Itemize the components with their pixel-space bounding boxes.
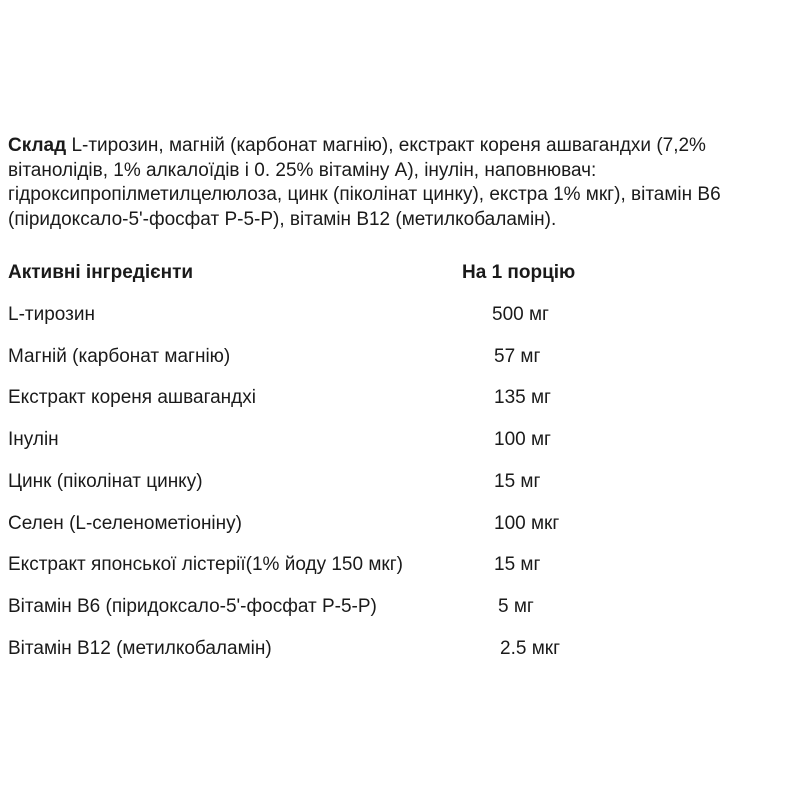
ingredient-amount: 100 мкг — [494, 513, 560, 534]
composition-text: L-тирозин, магній (карбонат магнію), екстракт кореня ашвагандхи (7,2% вітанолідів, 1% алкалоїдів і 0. 25% вітаміну А), інулін, наповнювач: гідроксипропілметилцелюлоза, цинк (піколінат цинку), екстра 1% мкг), вітамін B6 (піридоксало-5'-фосфат P-5-P), вітамін B12 (метилкобаламін). — [8, 135, 721, 230]
ingredient-name: Вітамін B6 (піридоксало-5'-фосфат P-5-P) — [8, 596, 377, 617]
table-row — [8, 429, 792, 453]
ingredient-amount: 500 мг — [492, 304, 549, 325]
ingredient-name: Магній (карбонат магнію) — [8, 346, 231, 367]
ingredient-name: Вітамін B12 (метилкобаламін) — [8, 638, 272, 659]
ingredient-amount: 5 мг — [498, 596, 534, 617]
table-row — [8, 387, 792, 411]
header-ingredients: Активні інгредієнти — [8, 262, 194, 283]
table-row — [8, 554, 792, 578]
table-row — [8, 596, 792, 620]
ingredient-amount: 135 мг — [494, 387, 551, 408]
ingredient-amount: 2.5 мкг — [500, 638, 560, 659]
ingredient-amount: 57 мг — [494, 346, 541, 367]
ingredient-name: Інулін — [8, 429, 59, 450]
ingredient-name: Екстракт японської лістерії(1% йоду 150 мкг) — [8, 554, 403, 575]
table-row — [8, 346, 792, 370]
ingredient-name: L-тирозин — [8, 304, 95, 325]
ingredient-amount: 15 мг — [494, 554, 541, 575]
table-row — [8, 304, 792, 328]
header-per-serving: На 1 порцію — [462, 262, 576, 283]
ingredient-name: Цинк (піколінат цинку) — [8, 471, 203, 492]
table-header — [8, 262, 792, 286]
ingredient-amount: 100 мг — [494, 429, 551, 450]
ingredient-name: Селен (L-селенометіоніну) — [8, 513, 242, 534]
table-row — [8, 471, 792, 495]
table-row — [8, 638, 792, 662]
ingredient-name: Екстракт кореня ашвагандхі — [8, 387, 256, 408]
ingredient-amount: 15 мг — [494, 471, 541, 492]
table-row — [8, 513, 792, 537]
composition-label: Склад — [8, 135, 67, 156]
ingredients-table — [8, 262, 792, 662]
composition-paragraph — [8, 134, 792, 232]
